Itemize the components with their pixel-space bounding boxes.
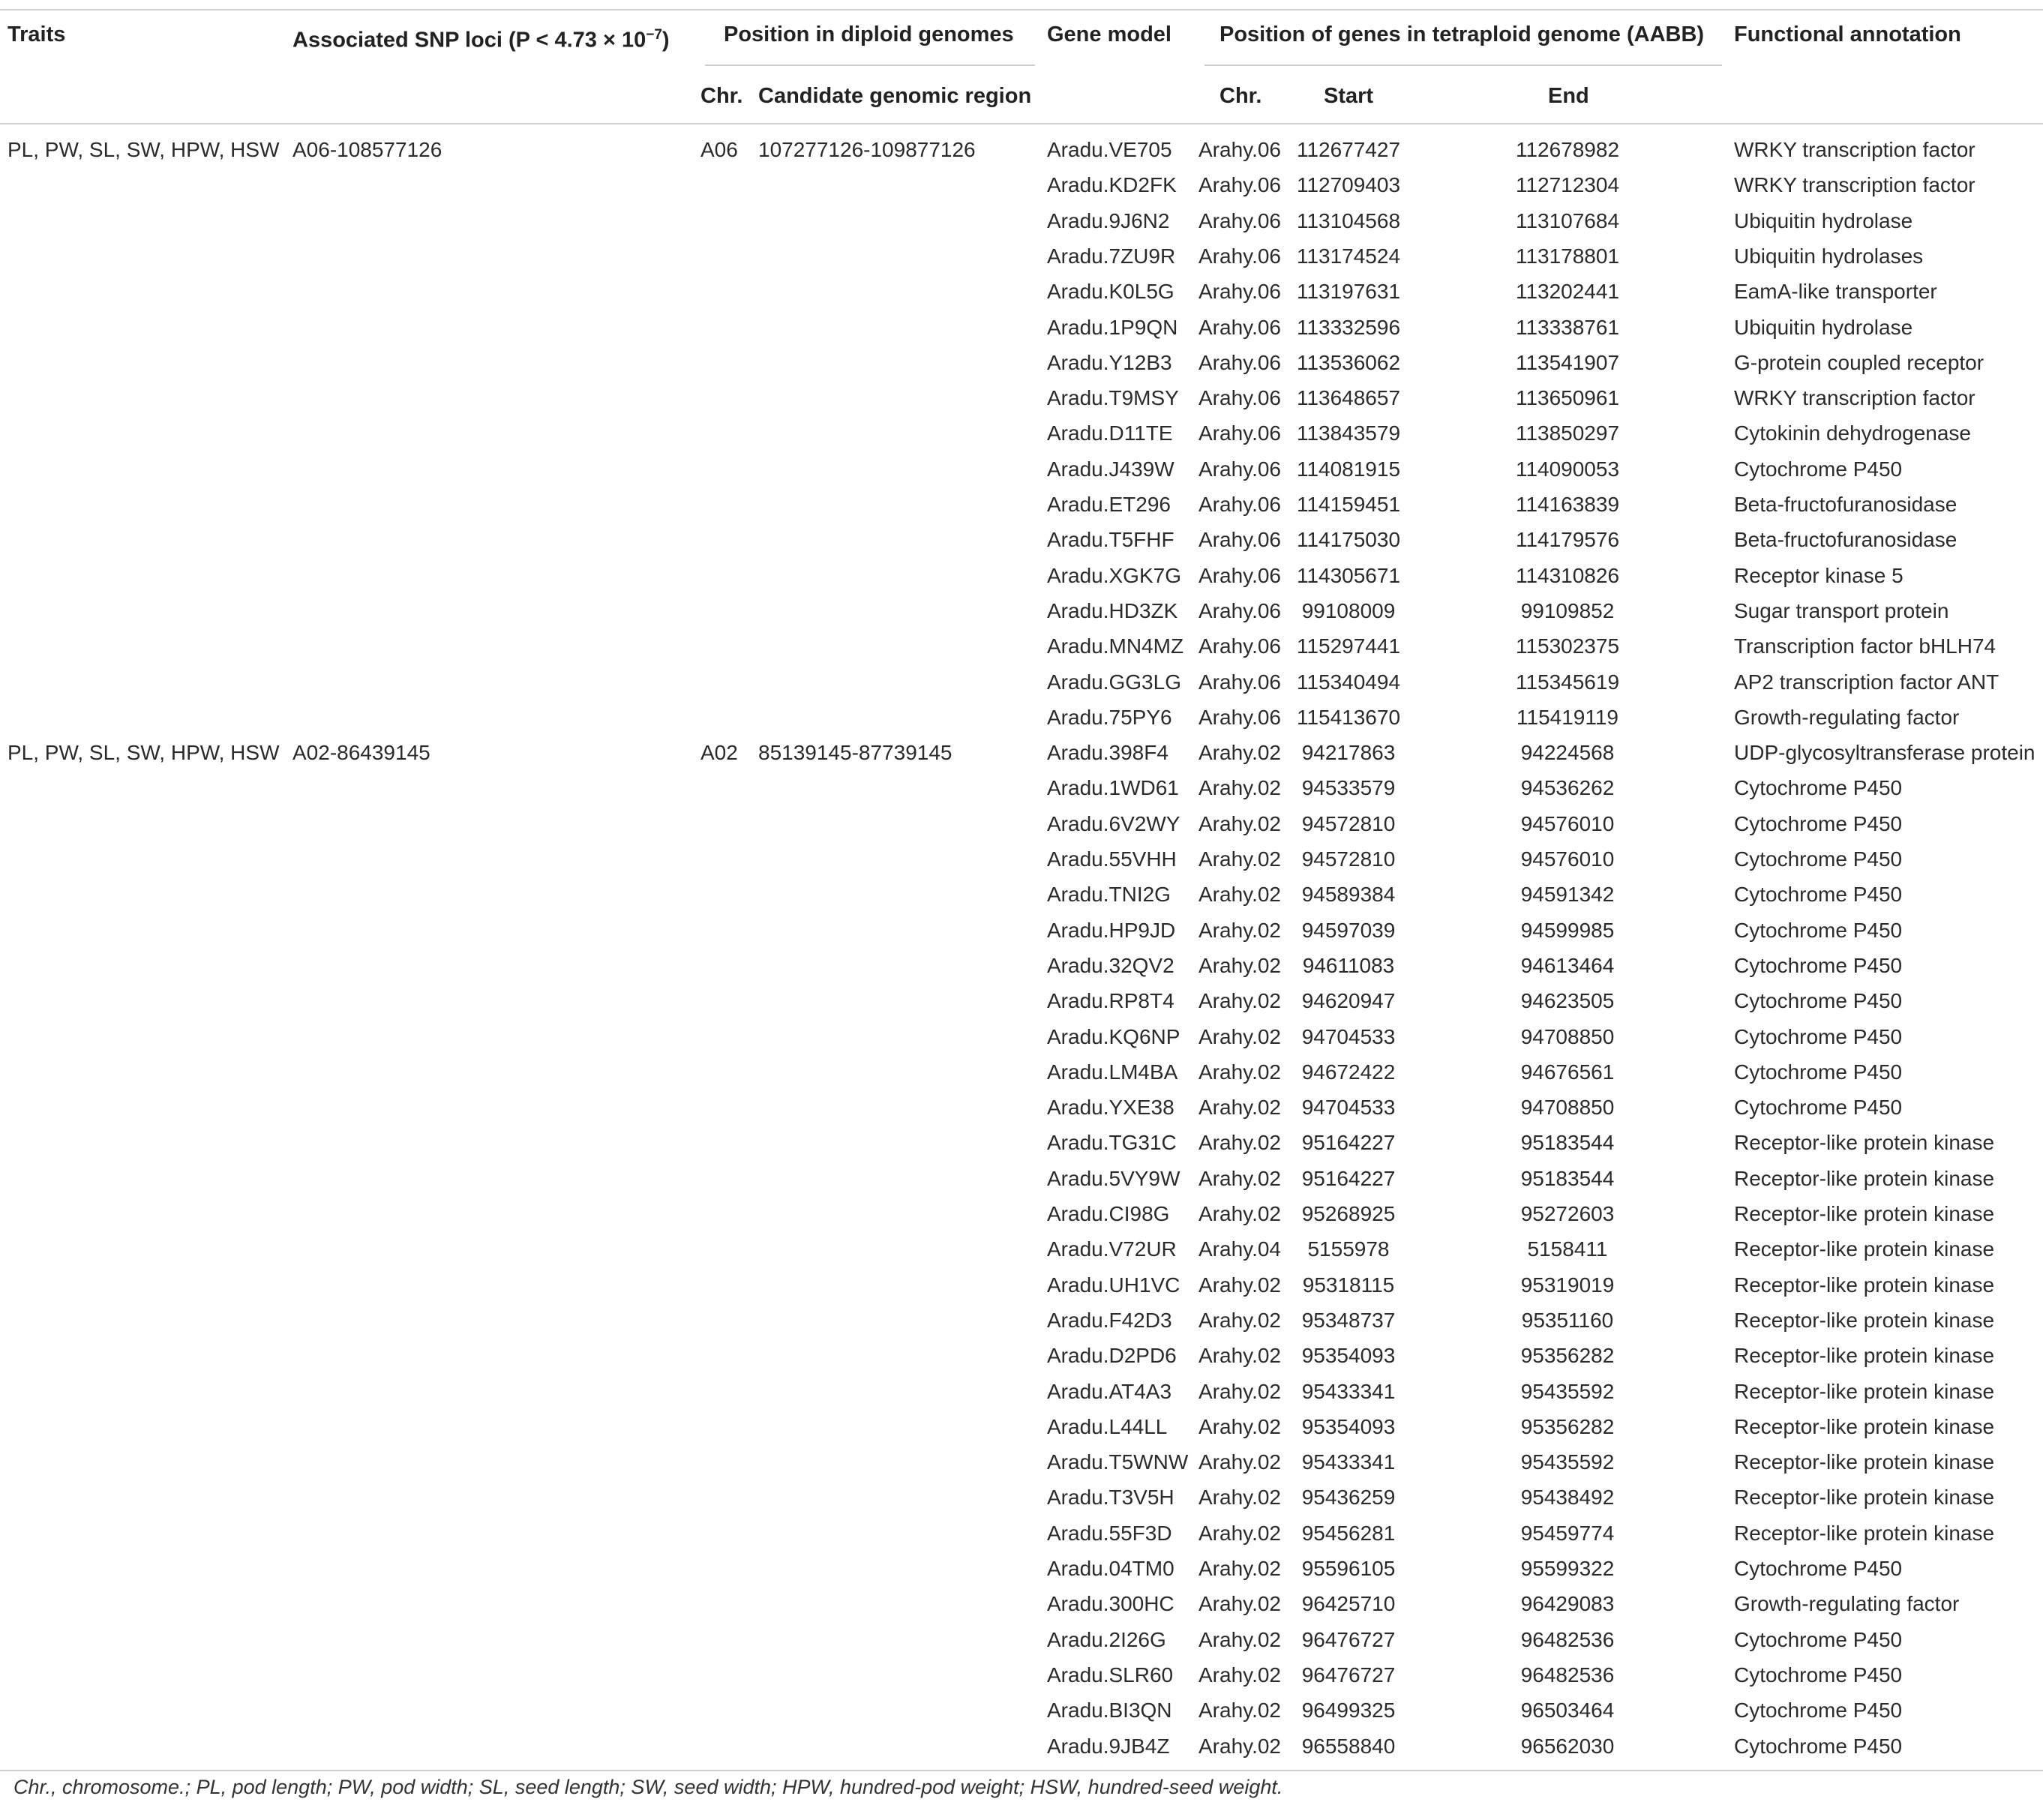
start-cell: 95164227: [1301, 1131, 1396, 1155]
gene-model-cell: Aradu.F42D3: [1047, 1308, 1172, 1332]
header-diploid-position: Position in diploid genomes: [724, 22, 1014, 46]
end-cell: 95438492: [1520, 1486, 1615, 1510]
tetra-chr-cell: Arahy.02: [1198, 1663, 1281, 1687]
start-cell: 94672422: [1301, 1060, 1396, 1084]
end-cell: 95435592: [1520, 1450, 1615, 1474]
annotation-cell: Receptor-like protein kinase: [1734, 1166, 1995, 1190]
tetra-chr-cell: Arahy.06: [1198, 563, 1281, 587]
annotation-cell: Cytochrome P450: [1734, 1060, 1903, 1084]
header-end: End: [1548, 84, 1589, 108]
start-cell: 95268925: [1301, 1202, 1396, 1225]
start-cell: 94704533: [1301, 1024, 1396, 1048]
header-functional-annotation: Functional annotation: [1734, 22, 1961, 46]
tetra-chr-cell: Arahy.02: [1198, 1379, 1281, 1403]
annotation-cell: Cytochrome P450: [1734, 1557, 1903, 1580]
group1-snp: A06-108577126: [292, 138, 442, 161]
end-cell: 113850297: [1515, 421, 1620, 445]
annotation-cell: Receptor-like protein kinase: [1734, 1131, 1995, 1155]
gene-model-cell: Aradu.ET296: [1047, 493, 1171, 516]
annotation-cell: Cytochrome P450: [1734, 847, 1903, 871]
end-cell: 5158411: [1527, 1237, 1608, 1261]
tetra-chr-cell: Arahy.06: [1198, 528, 1281, 552]
gene-model-cell: Aradu.04TM0: [1047, 1557, 1174, 1580]
start-cell: 114175030: [1296, 528, 1401, 552]
gene-model-cell: Aradu.AT4A3: [1047, 1379, 1172, 1403]
gene-model-cell: Aradu.TG31C: [1047, 1131, 1177, 1155]
annotation-cell: Cytochrome P450: [1734, 1627, 1903, 1651]
annotation-cell: Cytochrome P450: [1734, 953, 1903, 977]
tetra-chr-cell: Arahy.02: [1198, 1734, 1281, 1758]
start-cell: 95433341: [1301, 1450, 1396, 1474]
annotation-cell: Cytochrome P450: [1734, 989, 1903, 1013]
tetraploid-header-rule: [1204, 64, 1722, 66]
end-cell: 94676561: [1520, 1060, 1615, 1084]
annotation-cell: Ubiquitin hydrolase: [1734, 315, 1913, 339]
tetra-chr-cell: Arahy.02: [1198, 1131, 1281, 1155]
end-cell: 95356282: [1520, 1344, 1615, 1368]
gene-model-cell: Aradu.XGK7G: [1047, 563, 1181, 587]
end-cell: 95351160: [1521, 1308, 1614, 1332]
header-snp-loci: [292, 17, 670, 58]
top-rule: [0, 9, 2043, 10]
end-cell: 99109852: [1520, 598, 1615, 622]
annotation-cell: Transcription factor bHLH74: [1734, 634, 1996, 658]
annotation-cell: Cytochrome P450: [1734, 1024, 1903, 1048]
tetra-chr-cell: Arahy.02: [1198, 1344, 1281, 1368]
end-cell: 96503464: [1520, 1699, 1615, 1723]
annotation-cell: Cytochrome P450: [1734, 1699, 1903, 1723]
annotation-cell: Cytochrome P450: [1734, 1096, 1903, 1120]
gene-model-cell: Aradu.KD2FK: [1047, 173, 1177, 197]
annotation-cell: Receptor kinase 5: [1734, 563, 1904, 587]
header-snp-text: Associated SNP loci (P < 4.73 × 10: [292, 28, 646, 52]
gene-model-cell: Aradu.398F4: [1047, 741, 1168, 765]
gene-model-cell: Aradu.RP8T4: [1047, 989, 1174, 1013]
tetra-chr-cell: Arahy.06: [1198, 421, 1281, 445]
gene-model-cell: Aradu.300HC: [1047, 1592, 1174, 1616]
end-cell: 112678982: [1515, 138, 1620, 161]
header-bottom-rule: [0, 123, 2043, 124]
gene-model-cell: Aradu.9JB4Z: [1047, 1734, 1170, 1758]
header-start: Start: [1324, 84, 1374, 108]
group1-traits: PL, PW, SL, SW, HPW, HSW: [8, 138, 280, 161]
end-cell: 95272603: [1520, 1202, 1615, 1225]
start-cell: 113536062: [1296, 350, 1401, 374]
end-cell: 115345619: [1515, 670, 1620, 694]
tetra-chr-cell: Arahy.06: [1198, 138, 1281, 161]
annotation-cell: Beta-fructofuranosidase: [1734, 528, 1958, 552]
end-cell: 96482536: [1520, 1627, 1615, 1651]
tetra-chr-cell: Arahy.02: [1198, 1450, 1281, 1474]
end-cell: 95459774: [1520, 1521, 1615, 1545]
gene-model-cell: Aradu.T3V5H: [1047, 1486, 1174, 1510]
tetra-chr-cell: Arahy.02: [1198, 811, 1281, 835]
end-cell: 115302375: [1515, 634, 1620, 658]
annotation-cell: Receptor-like protein kinase: [1734, 1486, 1995, 1510]
end-cell: 94536262: [1520, 776, 1615, 800]
tetra-chr-cell: Arahy.02: [1198, 989, 1281, 1013]
end-cell: 114179576: [1515, 528, 1620, 552]
tetra-chr-cell: Arahy.04: [1198, 1237, 1281, 1261]
end-cell: 94708850: [1520, 1096, 1615, 1120]
group1-chr: A06: [700, 138, 738, 161]
start-cell: 94533579: [1301, 776, 1396, 800]
start-cell: 94572810: [1301, 847, 1396, 871]
group2-chr: A02: [700, 741, 738, 764]
start-cell: 114159451: [1296, 493, 1401, 516]
start-cell: 94217863: [1301, 741, 1396, 765]
start-cell: 113197631: [1296, 280, 1401, 304]
diploid-header-rule: [705, 64, 1035, 66]
tetra-chr-cell: Arahy.06: [1198, 705, 1281, 729]
start-cell: 95436259: [1301, 1486, 1396, 1510]
tetra-chr-cell: Arahy.06: [1198, 244, 1281, 268]
tetra-chr-cell: Arahy.06: [1198, 208, 1281, 232]
gene-model-cell: Aradu.HP9JD: [1047, 918, 1176, 942]
gene-model-cell: Aradu.2I26G: [1047, 1627, 1166, 1651]
end-cell: 114310826: [1515, 563, 1620, 587]
start-cell: 114081915: [1296, 457, 1401, 481]
start-cell: 94572810: [1301, 811, 1396, 835]
annotation-cell: Receptor-like protein kinase: [1734, 1521, 1995, 1545]
tetra-chr-cell: Arahy.06: [1198, 280, 1281, 304]
annotation-cell: Receptor-like protein kinase: [1734, 1202, 1995, 1225]
gene-model-cell: Aradu.D2PD6: [1047, 1344, 1177, 1368]
gene-model-cell: Aradu.KQ6NP: [1047, 1024, 1180, 1048]
end-cell: 112712304: [1515, 173, 1620, 197]
end-cell: 96482536: [1520, 1663, 1615, 1687]
annotation-cell: Sugar transport protein: [1734, 598, 1949, 622]
start-cell: 113104568: [1296, 208, 1401, 232]
tetra-chr-cell: Arahy.02: [1198, 1699, 1281, 1723]
start-cell: 95596105: [1301, 1557, 1396, 1580]
gene-model-cell: Aradu.TNI2G: [1047, 883, 1171, 907]
start-cell: 113332596: [1296, 315, 1401, 339]
annotation-cell: UDP-glycosyltransferase protein: [1734, 741, 2036, 765]
gene-model-cell: Aradu.GG3LG: [1047, 670, 1181, 694]
end-cell: 95356282: [1520, 1414, 1615, 1438]
start-cell: 5155978: [1307, 1237, 1390, 1261]
start-cell: 94589384: [1301, 883, 1396, 907]
gene-model-cell: Aradu.T5FHF: [1047, 528, 1174, 552]
start-cell: 95354093: [1301, 1414, 1396, 1438]
end-cell: 94576010: [1520, 847, 1615, 871]
end-cell: 113107684: [1515, 208, 1620, 232]
header-snp-exponent: −7: [646, 27, 662, 43]
tetra-chr-cell: Arahy.02: [1198, 1202, 1281, 1225]
gene-model-cell: Aradu.75PY6: [1047, 705, 1172, 729]
start-cell: 115340494: [1296, 670, 1401, 694]
gene-model-cell: Aradu.L44LL: [1047, 1414, 1168, 1438]
gene-model-cell: Aradu.VE705: [1047, 138, 1172, 161]
start-cell: 95433341: [1301, 1379, 1396, 1403]
header-traits: Traits: [8, 22, 66, 46]
gene-model-cell: Aradu.J439W: [1047, 457, 1174, 481]
annotation-cell: Cytokinin dehydrogenase: [1734, 421, 1971, 445]
gene-model-cell: Aradu.YXE38: [1047, 1096, 1174, 1120]
tetra-chr-cell: Arahy.06: [1198, 598, 1281, 622]
start-cell: 94611083: [1302, 953, 1395, 977]
tetra-chr-cell: Arahy.06: [1198, 386, 1281, 410]
gene-model-cell: Aradu.1P9QN: [1047, 315, 1178, 339]
tetra-chr-cell: Arahy.02: [1198, 776, 1281, 800]
end-cell: 94591342: [1520, 883, 1615, 907]
annotation-cell: WRKY transcription factor: [1734, 138, 1976, 161]
group2-region: 85139145-87739145: [758, 741, 952, 764]
start-cell: 113648657: [1296, 386, 1401, 410]
annotation-cell: Ubiquitin hydrolases: [1734, 244, 1924, 268]
end-cell: 114090053: [1515, 457, 1620, 481]
gene-model-cell: Aradu.9J6N2: [1047, 208, 1170, 232]
tetra-chr-cell: Arahy.02: [1198, 1521, 1281, 1545]
tetra-chr-cell: Arahy.02: [1198, 1557, 1281, 1580]
tetra-chr-cell: Arahy.06: [1198, 457, 1281, 481]
start-cell: 113174524: [1296, 244, 1401, 268]
start-cell: 95318115: [1302, 1273, 1395, 1297]
annotation-cell: Cytochrome P450: [1734, 1734, 1903, 1758]
annotation-cell: Cytochrome P450: [1734, 883, 1903, 907]
annotation-cell: Receptor-like protein kinase: [1734, 1379, 1995, 1403]
gene-model-cell: Aradu.32QV2: [1047, 953, 1174, 977]
annotation-cell: Cytochrome P450: [1734, 776, 1903, 800]
tetra-chr-cell: Arahy.02: [1198, 1166, 1281, 1190]
header-chr-diploid: Chr.: [700, 84, 743, 108]
annotation-cell: Cytochrome P450: [1734, 918, 1903, 942]
annotation-cell: Cytochrome P450: [1734, 1663, 1903, 1687]
gene-model-cell: Aradu.T5WNW: [1047, 1450, 1189, 1474]
gene-model-cell: Aradu.T9MSY: [1047, 386, 1179, 410]
gene-model-cell: Aradu.HD3ZK: [1047, 598, 1178, 622]
annotation-cell: Cytochrome P450: [1734, 457, 1903, 481]
annotation-cell: Receptor-like protein kinase: [1734, 1450, 1995, 1474]
start-cell: 96558840: [1301, 1734, 1396, 1758]
tetra-chr-cell: Arahy.02: [1198, 1024, 1281, 1048]
start-cell: 96499325: [1301, 1699, 1396, 1723]
end-cell: 95435592: [1520, 1379, 1615, 1403]
tetra-chr-cell: Arahy.02: [1198, 741, 1281, 765]
end-cell: 96562030: [1520, 1734, 1615, 1758]
start-cell: 94620947: [1301, 989, 1396, 1013]
annotation-cell: Growth-regulating factor: [1734, 1592, 1960, 1616]
tetra-chr-cell: Arahy.06: [1198, 493, 1281, 516]
annotation-cell: WRKY transcription factor: [1734, 386, 1976, 410]
header-gene-model: Gene model: [1047, 22, 1172, 46]
end-cell: 113650961: [1515, 386, 1620, 410]
gene-model-cell: Aradu.55F3D: [1047, 1521, 1172, 1545]
group1-region: 107277126-109877126: [758, 138, 976, 161]
header-chr-tetraploid: Chr.: [1220, 84, 1262, 108]
end-cell: 94224568: [1520, 741, 1615, 765]
gene-model-cell: Aradu.6V2WY: [1047, 811, 1180, 835]
tetra-chr-cell: Arahy.06: [1198, 634, 1281, 658]
end-cell: 114163839: [1515, 493, 1620, 516]
end-cell: 95183544: [1520, 1166, 1615, 1190]
annotation-cell: Receptor-like protein kinase: [1734, 1344, 1995, 1368]
end-cell: 94623505: [1520, 989, 1615, 1013]
gene-model-cell: Aradu.1WD61: [1047, 776, 1179, 800]
start-cell: 112709403: [1296, 173, 1401, 197]
tetra-chr-cell: Arahy.02: [1198, 953, 1281, 977]
start-cell: 95354093: [1301, 1344, 1396, 1368]
header-candidate-region: Candidate genomic region: [758, 84, 1032, 108]
start-cell: 96476727: [1301, 1627, 1396, 1651]
start-cell: 113843579: [1296, 421, 1401, 445]
tetra-chr-cell: Arahy.02: [1198, 1592, 1281, 1616]
end-cell: 95319019: [1520, 1273, 1615, 1297]
start-cell: 96476727: [1301, 1663, 1396, 1687]
annotation-cell: G-protein coupled receptor: [1734, 350, 1984, 374]
end-cell: 113178801: [1515, 244, 1620, 268]
tetra-chr-cell: Arahy.02: [1198, 1273, 1281, 1297]
start-cell: 94704533: [1301, 1096, 1396, 1120]
end-cell: 95599322: [1520, 1557, 1615, 1580]
tetra-chr-cell: Arahy.06: [1198, 315, 1281, 339]
tetra-chr-cell: Arahy.02: [1198, 1308, 1281, 1332]
annotation-cell: Receptor-like protein kinase: [1734, 1414, 1995, 1438]
annotation-cell: Growth-regulating factor: [1734, 705, 1960, 729]
tetra-chr-cell: Arahy.06: [1198, 173, 1281, 197]
end-cell: 113202441: [1515, 280, 1620, 304]
tetra-chr-cell: Arahy.02: [1198, 1060, 1281, 1084]
gene-model-cell: Aradu.UH1VC: [1047, 1273, 1180, 1297]
gene-model-cell: Aradu.MN4MZ: [1047, 634, 1184, 658]
tetra-chr-cell: Arahy.02: [1198, 1486, 1281, 1510]
end-cell: 113338761: [1515, 315, 1620, 339]
header-snp-close: ): [662, 28, 670, 52]
start-cell: 95164227: [1301, 1166, 1396, 1190]
group2-snp: A02-86439145: [292, 741, 430, 764]
start-cell: 96425710: [1301, 1592, 1396, 1616]
start-cell: 112677427: [1296, 138, 1401, 161]
annotation-cell: WRKY transcription factor: [1734, 173, 1976, 197]
annotation-cell: Receptor-like protein kinase: [1734, 1308, 1995, 1332]
tetra-chr-cell: Arahy.02: [1198, 1414, 1281, 1438]
end-cell: 94576010: [1520, 811, 1615, 835]
start-cell: 95348737: [1301, 1308, 1396, 1332]
tetra-chr-cell: Arahy.02: [1198, 883, 1281, 907]
annotation-cell: Beta-fructofuranosidase: [1734, 493, 1958, 516]
end-cell: 95183544: [1520, 1131, 1615, 1155]
end-cell: 115419119: [1516, 705, 1618, 729]
end-cell: 94613464: [1520, 953, 1615, 977]
group2-traits: PL, PW, SL, SW, HPW, HSW: [8, 741, 280, 764]
start-cell: 95456281: [1301, 1521, 1396, 1545]
end-cell: 113541907: [1515, 350, 1620, 374]
gene-model-cell: Aradu.LM4BA: [1047, 1060, 1178, 1084]
annotation-cell: Cytochrome P450: [1734, 811, 1903, 835]
start-cell: 99108009: [1301, 598, 1396, 622]
tetra-chr-cell: Arahy.06: [1198, 350, 1281, 374]
end-cell: 96429083: [1520, 1592, 1615, 1616]
gene-model-cell: Aradu.K0L5G: [1047, 280, 1174, 304]
annotation-cell: Receptor-like protein kinase: [1734, 1237, 1995, 1261]
tetra-chr-cell: Arahy.02: [1198, 918, 1281, 942]
start-cell: 115413670: [1296, 705, 1401, 729]
start-cell: 94597039: [1301, 918, 1396, 942]
annotation-cell: Ubiquitin hydrolase: [1734, 208, 1913, 232]
tetra-chr-cell: Arahy.02: [1198, 1096, 1281, 1120]
start-cell: 115297441: [1296, 634, 1401, 658]
annotation-cell: Receptor-like protein kinase: [1734, 1273, 1995, 1297]
start-cell: 114305671: [1296, 563, 1401, 587]
tetra-chr-cell: Arahy.02: [1198, 847, 1281, 871]
annotation-cell: AP2 transcription factor ANT: [1734, 670, 2000, 694]
gene-model-cell: Aradu.BI3QN: [1047, 1699, 1172, 1723]
gene-model-cell: Aradu.5VY9W: [1047, 1166, 1180, 1190]
header-tetraploid-position: Position of genes in tetraploid genome (AABB): [1220, 22, 1705, 46]
tetra-chr-cell: Arahy.06: [1198, 670, 1281, 694]
gene-model-cell: Aradu.Y12B3: [1047, 350, 1172, 374]
end-cell: 94599985: [1520, 918, 1615, 942]
gene-model-cell: Aradu.7ZU9R: [1047, 244, 1176, 268]
gene-model-cell: Aradu.55VHH: [1047, 847, 1177, 871]
bottom-rule: [0, 1770, 2043, 1771]
end-cell: 94708850: [1520, 1024, 1615, 1048]
gene-model-cell: Aradu.V72UR: [1047, 1237, 1177, 1261]
gene-model-cell: Aradu.SLR60: [1047, 1663, 1174, 1687]
table-footnote: Chr., chromosome.; PL, pod length; PW, pod width; SL, seed length; SW, seed width; HPW, hundred-pod weight; HSW, hundred-seed weight.: [14, 1776, 1283, 1798]
annotation-cell: EamA-like transporter: [1734, 280, 1937, 304]
gene-model-cell: Aradu.CI98G: [1047, 1202, 1170, 1225]
gene-model-cell: Aradu.D11TE: [1047, 421, 1173, 445]
tetra-chr-cell: Arahy.02: [1198, 1627, 1281, 1651]
